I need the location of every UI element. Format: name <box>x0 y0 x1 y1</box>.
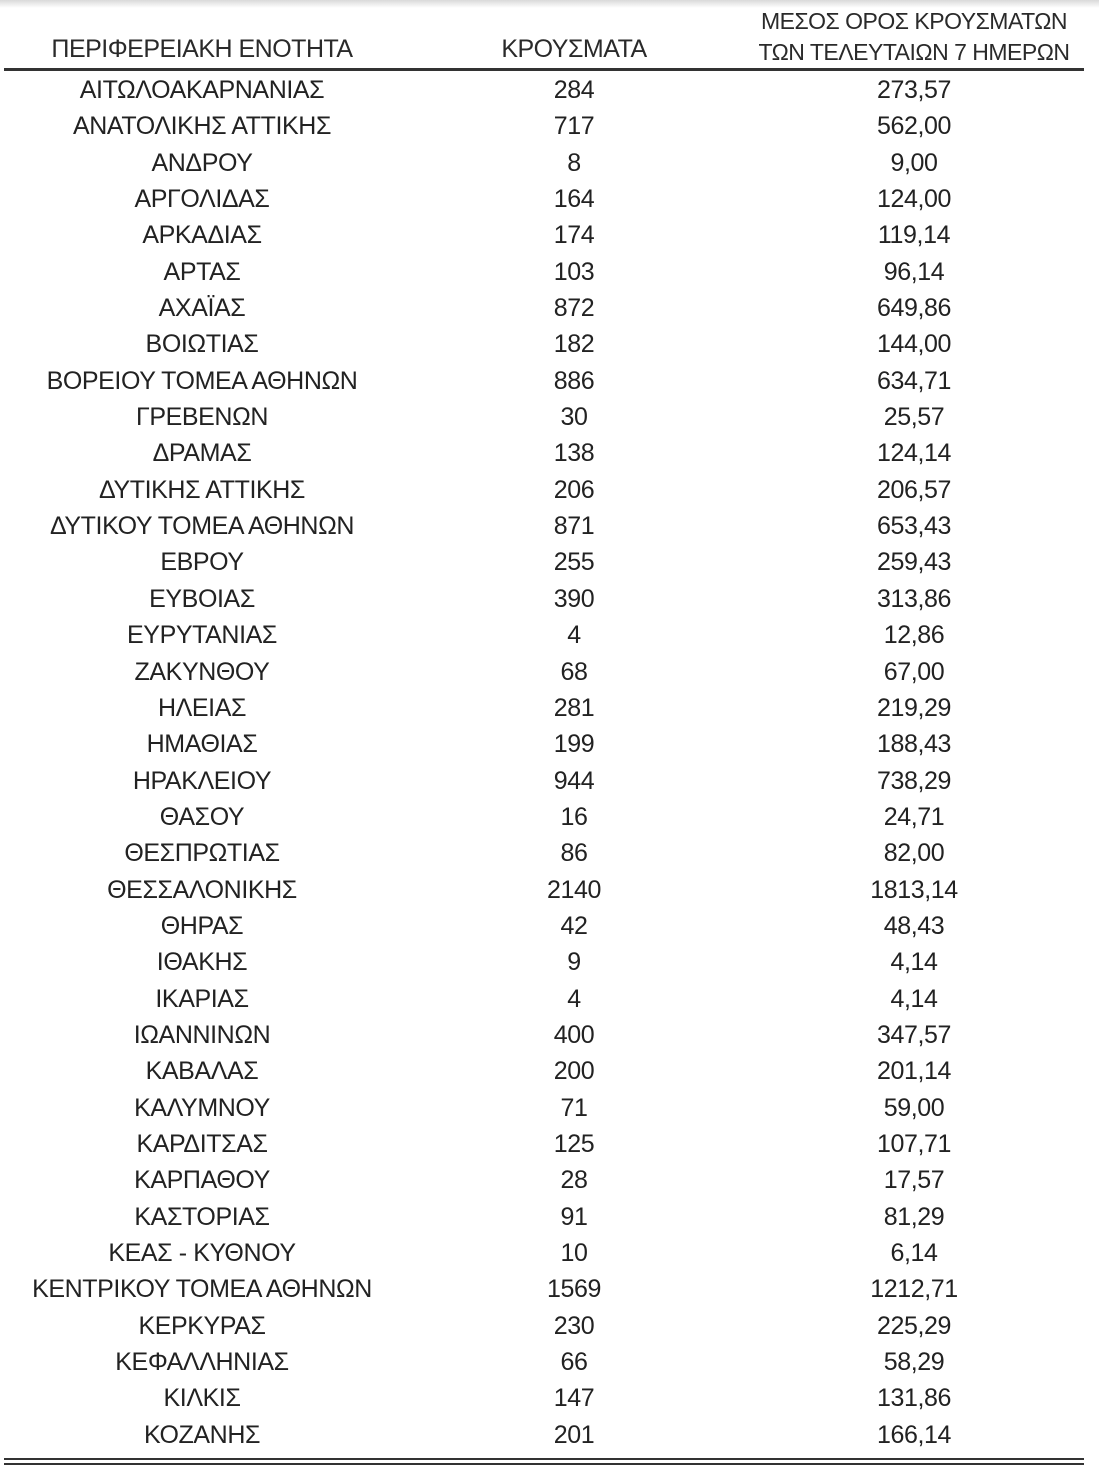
cell-region: ΚΟΖΑΝΗΣ <box>143 1420 261 1449</box>
cell-average: 124,14 <box>876 439 952 468</box>
cell-cases: 28 <box>560 1166 588 1195</box>
cell-average: 82,00 <box>883 839 945 868</box>
cell-cases: 230 <box>553 1311 595 1340</box>
table-row <box>4 653 1084 689</box>
table-row <box>4 689 1084 725</box>
header-seven-day-average <box>744 6 1084 68</box>
table-row <box>4 834 1084 870</box>
cell-cases: 284 <box>553 76 595 104</box>
table-row <box>4 616 1084 652</box>
header-region: ΠΕΡΙΦΕΡΕΙΑΚΗ ΕΝΟΤΗΤΑ <box>51 35 353 63</box>
table-row <box>4 762 1084 798</box>
cell-cases: 944 <box>553 766 595 795</box>
cell-average: 59,00 <box>883 1093 945 1122</box>
table-row <box>4 1343 1084 1379</box>
cell-average: 201,14 <box>876 1057 952 1086</box>
table-row <box>4 1125 1084 1161</box>
table-row <box>4 507 1084 543</box>
cell-cases: 86 <box>560 839 588 868</box>
table-row <box>4 980 1084 1016</box>
cell-cases: 66 <box>560 1348 588 1377</box>
cell-cases: 42 <box>560 911 588 940</box>
table-row <box>4 216 1084 252</box>
cell-average: 188,43 <box>876 730 952 759</box>
table-row <box>4 325 1084 361</box>
cell-region: ΙΩΑΝΝΙΝΩΝ <box>133 1020 271 1049</box>
cell-region: ΑΝΔΡΟΥ <box>151 148 253 177</box>
cell-average: 6,14 <box>890 1239 938 1267</box>
cell-region: ΗΡΑΚΛΕΙΟΥ <box>132 766 272 795</box>
cell-average: 58,29 <box>883 1348 945 1377</box>
table-row <box>4 580 1084 616</box>
cell-average: 124,00 <box>876 185 952 214</box>
cell-region: ΒΟΙΩΤΙΑΣ <box>145 330 259 359</box>
cell-cases: 717 <box>553 112 595 141</box>
cell-region: ΚΕΑΣ - ΚΥΘΝΟΥ <box>108 1239 296 1267</box>
table-header <box>4 0 1084 71</box>
cell-region: ΙΘΑΚΗΣ <box>156 948 248 977</box>
table-row <box>4 725 1084 761</box>
cell-region: ΑΡΓΟΛΙΔΑΣ <box>134 185 270 214</box>
cell-region: ΓΡΕΒΕΝΩΝ <box>135 403 269 432</box>
cell-region: ΚΑΛΥΜΝΟΥ <box>134 1093 270 1122</box>
cell-cases: 281 <box>553 693 595 722</box>
table-row <box>4 1234 1084 1270</box>
header-cases: ΚΡΟΥΣΜΑΤΑ <box>501 35 647 63</box>
cell-average: 634,71 <box>876 366 952 395</box>
table-row <box>4 1016 1084 1052</box>
cell-average: 166,14 <box>876 1420 952 1449</box>
table-row <box>4 362 1084 398</box>
cell-cases: 16 <box>560 802 588 831</box>
table-row <box>4 871 1084 907</box>
cell-cases: 206 <box>553 475 595 504</box>
cell-cases: 125 <box>553 1129 595 1158</box>
table-row <box>4 1052 1084 1088</box>
cell-cases: 4 <box>567 621 581 650</box>
header-avg-line2: ΤΩΝ ΤΕΛΕΥΤΑΙΩΝ 7 ΗΜΕΡΩΝ <box>758 39 1070 65</box>
cell-cases: 174 <box>553 221 595 250</box>
cell-cases: 871 <box>553 512 595 541</box>
cell-cases: 390 <box>553 584 595 613</box>
cell-cases: 886 <box>553 366 595 395</box>
cell-region: ΑΧΑΪΑΣ <box>158 294 246 323</box>
cell-average: 225,29 <box>876 1311 952 1340</box>
cell-region: ΚΑΡΠΑΘΟΥ <box>134 1166 270 1195</box>
cell-cases: 91 <box>560 1202 588 1231</box>
table-row <box>4 1270 1084 1306</box>
cell-average: 1813,14 <box>870 875 958 904</box>
cell-cases: 30 <box>560 403 588 432</box>
cell-region: ΔΡΑΜΑΣ <box>152 439 252 468</box>
cell-cases: 255 <box>553 548 595 577</box>
table-bottom-rule <box>4 1458 1084 1460</box>
cell-cases: 147 <box>553 1384 595 1413</box>
table-row <box>4 543 1084 579</box>
table-row <box>4 1089 1084 1125</box>
cell-average: 107,71 <box>876 1129 952 1158</box>
table-bottom-rule-2 <box>4 1463 1084 1465</box>
cell-average: 1212,71 <box>870 1275 958 1304</box>
table-row <box>4 1307 1084 1343</box>
cell-cases: 71 <box>560 1093 588 1122</box>
cell-region: ΘΗΡΑΣ <box>160 911 244 940</box>
cell-average: 313,86 <box>876 584 952 613</box>
cell-cases: 201 <box>553 1420 595 1449</box>
cell-region: ΕΥΡΥΤΑΝΙΑΣ <box>127 621 277 650</box>
cell-region: ΑΙΤΩΛΟΑΚΑΡΝΑΝΙΑΣ <box>79 76 325 104</box>
cell-average: 259,43 <box>876 548 952 577</box>
cell-average: 67,00 <box>883 657 945 686</box>
cell-average: 347,57 <box>876 1020 952 1049</box>
cell-average: 48,43 <box>883 911 945 940</box>
table-row <box>4 943 1084 979</box>
cell-region: ΚΑΡΔΙΤΣΑΣ <box>136 1129 268 1158</box>
cell-cases: 2140 <box>546 875 601 904</box>
cell-cases: 200 <box>553 1057 595 1086</box>
cell-average: 219,29 <box>876 693 952 722</box>
cell-cases: 8 <box>567 148 581 177</box>
cell-average: 25,57 <box>883 403 945 432</box>
cell-region: ΔΥΤΙΚΗΣ ΑΤΤΙΚΗΣ <box>99 475 305 504</box>
cell-region: ΚΑΣΤΟΡΙΑΣ <box>134 1202 270 1231</box>
table-row <box>4 798 1084 834</box>
cell-average: 24,71 <box>883 802 945 831</box>
cell-average: 4,14 <box>890 948 938 977</box>
table-row <box>4 1161 1084 1197</box>
cell-region: ΔΥΤΙΚΟΥ ΤΟΜΕΑ ΑΘΗΝΩΝ <box>49 512 355 541</box>
cell-average: 96,14 <box>883 257 945 286</box>
table-row <box>4 1416 1084 1452</box>
table-row <box>4 253 1084 289</box>
cell-cases: 10 <box>560 1239 588 1267</box>
table-row <box>4 180 1084 216</box>
cell-region: ΑΝΑΤΟΛΙΚΗΣ ΑΤΤΙΚΗΣ <box>72 112 332 141</box>
cell-cases: 400 <box>553 1020 595 1049</box>
cell-cases: 103 <box>553 257 595 286</box>
cell-cases: 4 <box>567 984 581 1013</box>
table-row <box>4 471 1084 507</box>
cell-region: ΙΚΑΡΙΑΣ <box>155 984 249 1013</box>
cell-region: ΕΒΡΟΥ <box>160 548 244 577</box>
cell-region: ΒΟΡΕΙΟΥ ΤΟΜΕΑ ΑΘΗΝΩΝ <box>46 366 358 395</box>
cell-cases: 872 <box>553 294 595 323</box>
table-row <box>4 1198 1084 1234</box>
cell-average: 9,00 <box>890 148 938 177</box>
cell-region: ΚΑΒΑΛΑΣ <box>145 1057 259 1086</box>
cell-average: 653,43 <box>876 512 952 541</box>
cell-cases: 164 <box>553 185 595 214</box>
cell-average: 131,86 <box>876 1384 952 1413</box>
table-body <box>4 71 1084 1452</box>
cell-region: ΚΙΛΚΙΣ <box>163 1384 241 1413</box>
cell-average: 81,29 <box>883 1202 945 1231</box>
cell-region: ΖΑΚΥΝΘΟΥ <box>134 657 270 686</box>
cell-average: 562,00 <box>876 112 952 141</box>
cell-average: 144,00 <box>876 330 952 359</box>
table-row <box>4 107 1084 143</box>
cell-average: 273,57 <box>876 76 952 104</box>
cell-region: ΚΕΝΤΡΙΚΟΥ ΤΟΜΕΑ ΑΘΗΝΩΝ <box>32 1275 372 1304</box>
cell-cases: 68 <box>560 657 588 686</box>
cell-average: 17,57 <box>883 1166 945 1195</box>
cell-cases: 199 <box>553 730 595 759</box>
cell-average: 119,14 <box>877 221 951 250</box>
cell-cases: 138 <box>553 439 595 468</box>
cell-region: ΚΕΡΚΥΡΑΣ <box>138 1311 266 1340</box>
table-row <box>4 907 1084 943</box>
table-row <box>4 1379 1084 1415</box>
cell-cases: 1569 <box>546 1275 601 1304</box>
table-row <box>4 144 1084 180</box>
cell-region: ΑΡΚΑΔΙΑΣ <box>142 221 262 250</box>
cell-average: 649,86 <box>876 294 952 323</box>
cell-region: ΘΑΣΟΥ <box>159 802 245 831</box>
cell-cases: 9 <box>567 948 581 977</box>
cell-cases: 182 <box>553 330 595 359</box>
header-avg-line1: ΜΕΣΟΣ ΟΡΟΣ ΚΡΟΥΣΜΑΤΩΝ <box>760 8 1068 34</box>
cell-average: 206,57 <box>876 475 952 504</box>
table-row <box>4 434 1084 470</box>
table-row <box>4 289 1084 325</box>
cases-table <box>4 0 1084 1452</box>
cell-average: 738,29 <box>876 766 952 795</box>
cell-region: ΗΜΑΘΙΑΣ <box>146 730 258 759</box>
cell-region: ΘΕΣΣΑΛΟΝΙΚΗΣ <box>107 875 297 904</box>
cell-region: ΚΕΦΑΛΛΗΝΙΑΣ <box>115 1348 289 1377</box>
cell-region: ΑΡΤΑΣ <box>163 257 241 286</box>
cell-region: ΘΕΣΠΡΩΤΙΑΣ <box>124 839 280 868</box>
table-row <box>4 398 1084 434</box>
cell-average: 4,14 <box>890 984 938 1013</box>
table-row <box>4 71 1084 107</box>
cell-average: 12,86 <box>883 621 945 650</box>
cell-region: ΕΥΒΟΙΑΣ <box>149 584 255 613</box>
cell-region: ΗΛΕΙΑΣ <box>157 693 247 722</box>
